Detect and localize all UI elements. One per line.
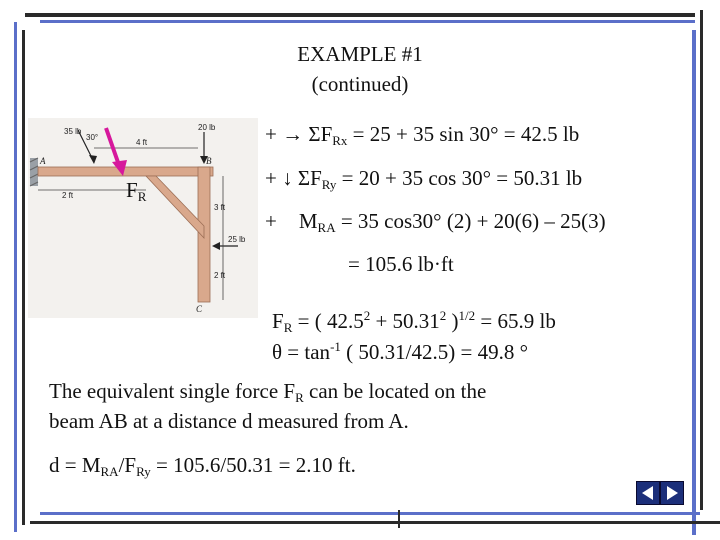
eq-frx-rest: = 25 + 35 sin 30° = 42.5 lb — [347, 122, 580, 146]
eq-d-rest: = 105.6/50.31 = 2.10 ft. — [150, 453, 356, 477]
eq-fr-exp1: 2 — [363, 308, 371, 323]
eq-fry-sub: Ry — [321, 177, 337, 192]
next-arrow-icon — [661, 482, 683, 504]
beam-ab — [38, 167, 213, 176]
eq-sum-frx — [265, 122, 580, 148]
frame-right-bar — [692, 30, 696, 535]
eq-distance-d — [49, 453, 356, 479]
label-point-c: C — [196, 304, 203, 314]
eq-fr-exp2: 2 — [439, 308, 447, 323]
paragraph-line-2: beam AB at a distance d measured from A. — [49, 409, 409, 433]
frame-top-bar — [25, 13, 695, 17]
paragraph-line-1-sub: R — [295, 390, 304, 405]
label-25lb: 25 lb — [228, 235, 246, 244]
label-2ft-left: 2 ft — [62, 191, 74, 200]
eq-theta — [272, 339, 528, 364]
eq-fr-part2: + 50.31 — [370, 309, 440, 333]
eq-frx-sub: Rx — [332, 133, 348, 148]
eq-d-mid: /F — [118, 453, 137, 477]
eq-fr-prefix: F — [272, 309, 284, 333]
eq-resultant-magnitude — [272, 308, 556, 335]
label-4ft: 4 ft — [136, 138, 148, 147]
label-3ft: 3 ft — [214, 203, 226, 212]
eq-mra-plus: + — [265, 209, 277, 233]
prev-slide-button[interactable] — [636, 481, 660, 505]
resultant-label-main: F — [126, 178, 138, 202]
eq-mra-prefix: M — [298, 209, 318, 233]
wall-support — [30, 158, 38, 186]
frame-left-bar — [14, 22, 17, 532]
eq-mra-rest: = 35 cos30° (2) + 20(6) – 25(3) — [335, 209, 606, 233]
label-2ft-bottom: 2 ft — [214, 271, 226, 280]
label-angle: 30° — [86, 133, 99, 142]
eq-theta-exp: -1 — [330, 339, 341, 354]
prev-arrow-icon — [637, 482, 659, 504]
slide-title: EXAMPLE #1 — [297, 42, 423, 66]
eq-mra-sub: RA — [317, 220, 336, 235]
frame-bottom-tick — [398, 510, 400, 528]
label-35lb: 35 lb — [64, 127, 82, 136]
label-point-b: B — [206, 156, 212, 166]
eq-moment-ra — [265, 209, 606, 235]
eq-fr-part3: ) — [446, 309, 459, 333]
eq-fry-prefix: + ↓ ΣF — [265, 166, 322, 190]
frame-top-bar-blue — [40, 20, 695, 23]
frame-left-bar-dark — [22, 30, 25, 525]
eq-fry-rest: = 20 + 35 cos 30° = 50.31 lb — [336, 166, 583, 190]
frame-bottom-bar-dark — [30, 521, 720, 524]
eq-frx-prefix: + → ΣF — [265, 122, 333, 146]
frame-right-bar-dark — [700, 10, 703, 510]
paragraph-line-1-a: The equivalent single force F — [49, 379, 296, 403]
eq-sum-fry — [265, 166, 583, 192]
eq-theta-rest: ( 50.31/42.5) = 49.8 ° — [340, 340, 528, 364]
resultant-label-sub: R — [137, 189, 147, 204]
beam-diagram — [28, 118, 258, 318]
resultant-label — [126, 178, 147, 204]
eq-fr-exp3: 1/2 — [458, 308, 476, 323]
label-20lb: 20 lb — [198, 123, 216, 132]
label-point-a: A — [40, 156, 46, 166]
slide-subtitle: (continued) — [311, 72, 409, 96]
eq-d-sub1: RA — [100, 464, 119, 479]
eq-fr-sub: R — [283, 320, 293, 335]
eq-d-sub2: Ry — [136, 464, 151, 479]
eq-fr-part4: = 65.9 lb — [475, 309, 556, 333]
eq-fr-part1: = ( 42.5 — [292, 309, 364, 333]
eq-moment-result: = 105.6 lb·ft — [348, 252, 454, 276]
paragraph-line-1-b: can be located on the — [303, 379, 487, 403]
paragraph-line-1 — [49, 379, 487, 405]
eq-d-prefix: d = M — [49, 453, 101, 477]
eq-theta-prefix: θ = tan — [272, 340, 331, 364]
next-slide-button[interactable] — [660, 481, 684, 505]
frame-bottom-bar — [40, 512, 700, 515]
